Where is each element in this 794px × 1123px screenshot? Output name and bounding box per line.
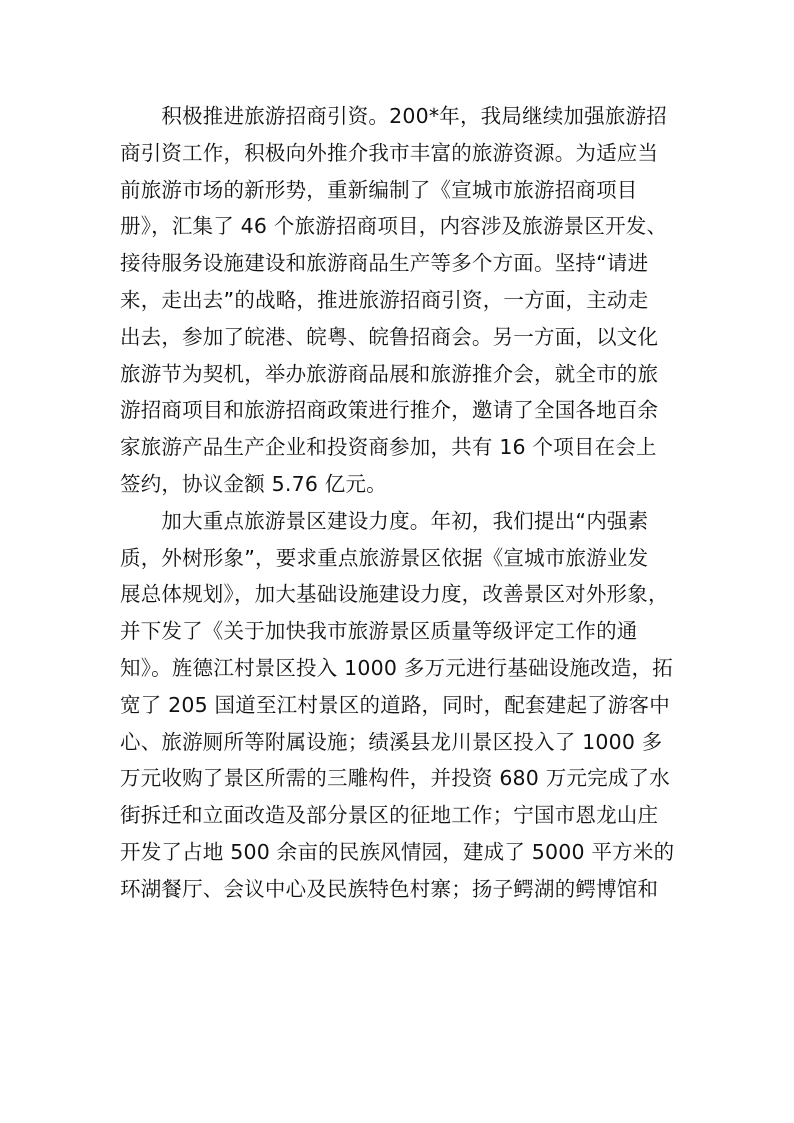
text-line: 来，走出去”的战略，推进旅游招商引资，一方面，主动走 [120, 287, 649, 312]
text-line: 加大重点旅游景区建设力度。年初，我们提出“内强素 [120, 508, 649, 533]
text-line: 知》。旌德江村景区投入 1000 多万元进行基础设施改造，拓 [120, 655, 673, 680]
body-text [120, 98, 680, 908]
text-line: 街拆迁和立面改造及部分景区的征地工作；宁国市恩龙山庄 [120, 803, 659, 828]
text-line: 心、旅游厕所等附属设施；绩溪县龙川景区投入了 1000 多 [120, 729, 663, 754]
text-line: 册》，汇集了 46 个旅游招商项目，内容涉及旅游景区开发、 [120, 214, 668, 239]
text-line: 旅游节为契机，举办旅游商品展和旅游推介会，就全市的旅 [120, 361, 659, 386]
text-line: 家旅游产品生产企业和投资商参加，共有 16 个项目在会上 [120, 435, 657, 460]
text-line: 前旅游市场的新形势，重新编制了《宣城市旅游招商项目 [120, 177, 638, 202]
text-line: 并下发了《关于加快我市旅游景区质量等级评定工作的通 [120, 619, 638, 644]
text-line: 商引资工作，积极向外推介我市丰富的旅游资源。为适应当 [120, 140, 659, 165]
text-line: 万元收购了景区所需的三雕构件，并投资 680 万元完成了水 [120, 766, 670, 791]
text-line: 签约，协议金额 5.76 亿元。 [120, 471, 387, 496]
text-line: 宽了 205 国道至江村景区的道路，同时，配套建起了游客中 [120, 692, 670, 717]
text-line: 出去，参加了皖港、皖粤、皖鲁招商会。另一方面，以文化 [120, 324, 659, 349]
text-line: 质，外树形象”，要求重点旅游景区依据《宣城市旅游业发 [120, 545, 649, 570]
text-line: 接待服务设施建设和旅游商品生产等多个方面。坚持“请进 [120, 251, 649, 276]
text-line: 展总体规划》，加大基础设施建设力度，改善景区对外形象， [120, 582, 669, 607]
text-line: 开发了占地 500 余亩的民族风情园，建成了 5000 平方米的 [120, 839, 675, 864]
text-line: 积极推进旅游招商引资。200*年，我局继续加强旅游招 [120, 104, 667, 128]
text-line: 游招商项目和旅游招商政策进行推介，邀请了全国各地百余 [120, 398, 659, 423]
text-line: 环湖餐厅、会议中心及民族特色村寨；扬子鳄湖的鳄博馆和 [120, 876, 659, 901]
